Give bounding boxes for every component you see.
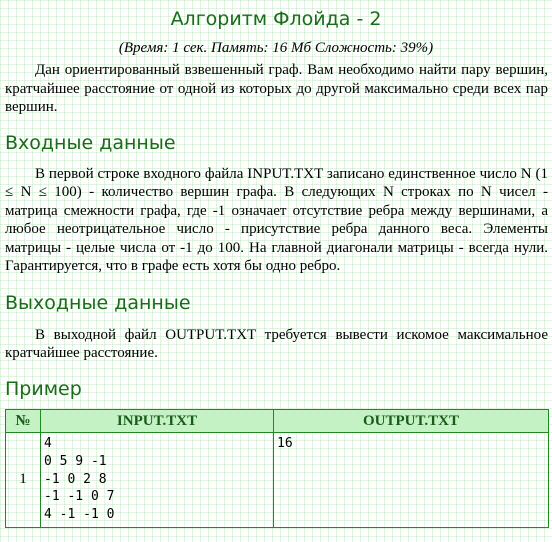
example-input-cell (41, 433, 274, 528)
example-input: 4 0 5 9 -1 -1 0 2 8 -1 -1 0 7 4 -1 -1 0 (44, 436, 115, 523)
column-number-header: № (6, 410, 41, 433)
example-heading: Пример (5, 377, 82, 400)
example-output-cell (274, 433, 549, 528)
output-heading: Выходные данные (5, 291, 191, 314)
column-input-header: INPUT.TXT (41, 410, 274, 433)
input-description: В первой строке входного файла INPUT.TXT записано единственное число N (1 ≤ N ≤ 100) - количество вершин графа. В следующих N строках по N чисел - матрица смежности графа, где -1 означает отсутствие ребра между вершинами, а любое неотрицательное число - присутствие ребра данного веса. Элементы матрицы - целые числа от -1 до 100. На главной диагонали матрицы - всегда нули. Гарантируется, что в графе есть хотя бы одно ребро. (5, 165, 548, 274)
problem-limits: (Время: 1 сек. Память: 16 Мб Сложность: 39%) (118, 40, 434, 56)
problem-title: Алгоритм Флойда - 2 (170, 8, 382, 30)
example-table (5, 409, 549, 528)
table-row (6, 433, 549, 528)
example-output: 16 (277, 436, 293, 451)
column-output-header: OUTPUT.TXT (274, 410, 549, 433)
example-number: 1 (6, 433, 41, 528)
problem-statement: Дан ориентированный взвешенный граф. Вам необходимо найти пару вершин, кратчайшее расстояние от одной из которых до другой максимально среди всех пар вершин. (5, 62, 548, 115)
output-description: В выходной файл OUTPUT.TXT требуется вывести искомое максимальное кратчайшее расстояние. (5, 326, 548, 361)
example-table-header (6, 410, 549, 433)
input-heading: Входные данные (5, 131, 176, 154)
